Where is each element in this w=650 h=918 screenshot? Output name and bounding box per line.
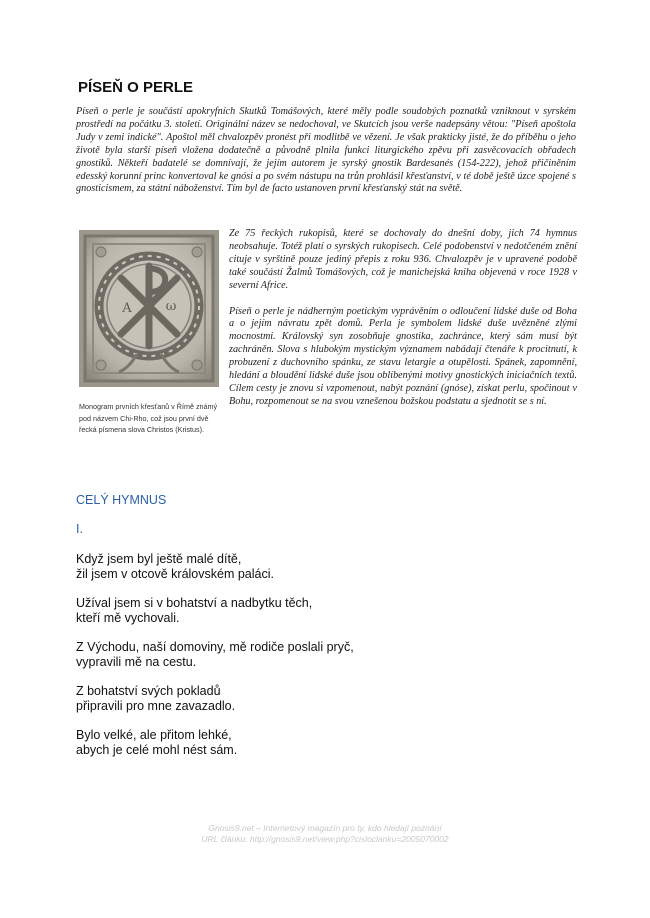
verse-line: Když jsem byl ještě malé dítě,	[76, 552, 242, 566]
chi-rho-relief-image	[79, 230, 219, 387]
verse-line: Z Východu, naší domoviny, mě rodiče poslali pryč,	[76, 640, 354, 654]
verse-line: kteří mě vychovali.	[76, 611, 180, 625]
stanza	[76, 728, 476, 758]
text-column	[229, 228, 577, 422]
verse-line: Bylo velké, ale přitom lehké,	[76, 728, 232, 742]
intro-paragraph: Píseň o perle je součástí apokryfních Skutků Tomášových, které měly podle soudobých poznatků vzniknout v syrském prostředí na počátku 3. století. Originální název se nedochoval, ve Skutcích jsou verše nadepsány větou: "Píseň apoštola Judy v zemi indické". Apoštol měl chvalozpěv pronést při modlitbě ve vězení. Je však prakticky jisté, že do příběhu o jeho životě byla starší píseň vložena dodatečně a původně plnila funkci liturgického zpěvu při zasvěcovacích obřadech gnostiků. Někteří badatelé se domnívají, že jejím autorem je syrský gnostik Bardesanés (154-222), jehož přičiněním edesský korunní princ konvertoval ke gnósi a po svém nástupu na trůn prohlásil křesťanství, v té době ještě úzce spojené s gnosticismem, za státní náboženství. Tím byl de facto ustanoven první křesťanský stát na světě.	[76, 106, 576, 195]
page-title: PÍSEŇ O PERLE	[78, 79, 194, 96]
page-footer	[0, 823, 650, 845]
chi-rho-figure	[79, 230, 219, 436]
column-paragraph: Píseň o perle je nádherným poetickým vyprávěním o odloučení lidské duše od Boha a o jejím návratu zpět domů. Perla je symbolem lidské duše uvězněné zlými mocnostmi. Královský syn zosobňuje gnostika, zachránce, který sám musí být zachráněn. Slova s hlubokým mystickým významem nabádají čtenáře k procitnutí, k probuzení z duchovního spánku, ze stavu letargie a otupělosti. Spánek, zapomnění, hledání a bloudění lidské duše jsou oblíbenými motivy gnostických iniciačních textů. Cílem cesty je znovu si vzpomenout, nabýt poznání (gnóse), získat perlu, spočinout v Bohu, rozpomenout se na svou vznešenou božskou podstatu a sjednotit se s ní.	[229, 305, 577, 407]
stanza	[76, 596, 476, 626]
alpha-letter: A	[122, 301, 132, 316]
footer-site-line: Gnosis9.net – Internetový magazín pro ty, kdo hledají poznání	[208, 823, 442, 833]
stanza	[76, 684, 476, 714]
verse-line: Z bohatství svých pokladů	[76, 684, 221, 698]
omega-letter: ω	[165, 299, 177, 314]
verse-line: připravili pro mne zavazadlo.	[76, 699, 236, 713]
verse-line: vypravili mě na cestu.	[76, 655, 197, 669]
verse-line: žil jsem v otcově královském paláci.	[76, 567, 274, 581]
column-paragraph: Ze 75 řeckých rukopisů, které se dochovaly do dnešní doby, jich 74 hymnus neobsahuje. Totéž platí o syrských rukopisech. Celé podobenství v nedotčeném znění cituje v syrštině pouze jediný přepis z roku 936. Chvalozpěv je v upravené podobě také součástí Žalmů Tomášových, což je manichejská kniha objevená v roce 1928 v severní Africe.	[229, 228, 577, 291]
hymn-poem	[76, 552, 476, 772]
section-number: I.	[76, 522, 83, 536]
image-caption: Monogram prvních křesťanů v Římě známý pod názvem Chi-Rho, což jsou první dvě řecká písmena slova Christos (Kristus).	[79, 402, 218, 434]
verse-line: abych je celé mohl nést sám.	[76, 743, 238, 757]
section-heading: CELÝ HYMNUS	[76, 493, 167, 507]
stanza	[76, 552, 476, 582]
stanza	[76, 640, 476, 670]
footer-url-line: URL článku: http://gnosis9.net/view.php?cisloclanku=2005070002	[201, 834, 449, 844]
verse-line: Užíval jsem si v bohatství a nadbytku těch,	[76, 596, 313, 610]
